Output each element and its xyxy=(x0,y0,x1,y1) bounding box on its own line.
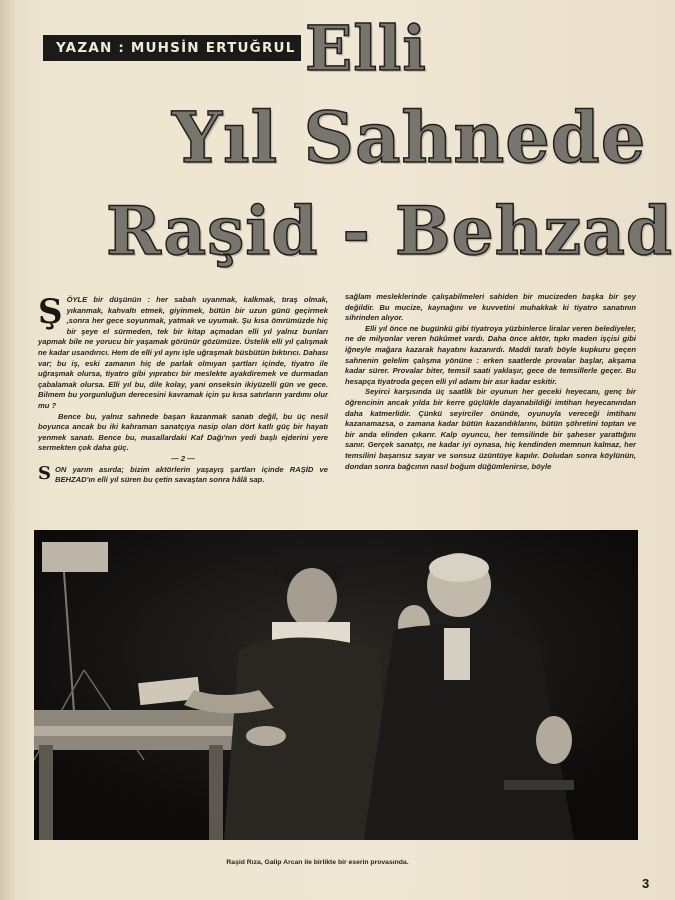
paragraph-text: ÖYLE bir düşünün : her sabah uyanmak, kalkmak, tıraş olmak, yıkanmak, kahvaltı etmek, giyinmek, bütün bir uzun günü geçirmek ,sonra her gece soyunmak, yatmak ve uyumak. Şu kısa ömrümüzde hiç bir şeye el sürmeden, tek bir kitap açmadan elli yıl yalnız bunları yapmak bile ne yorucu bir yaşamak görünür gözümüze. Üstelik elli yıl çalışmak ne kadar usandırıcı. Hem de elli yıl aynı işle uğraşmak büsbütün bıktırıcı. Dahası var; bu iş, eski zamanın hiç de parlak olmıyan şartları içinde, tiyatro ile uğraşmak olursa, tiyatro gibi yıpratıcı bir meslekte ayakdiremek ve durmadan çabalamak olursa. Elli yıl bu, dile kolay, yani onseksin ikiyüzelli gün ve gece. Bilmem bu yorgunluğun derecesini kavramak için şu kısa satırların yardımı olur mu ? xyxy=(38,295,328,410)
article-paragraph xyxy=(38,292,328,412)
article-column-left xyxy=(38,292,328,486)
paragraph-text: ON yarım asırda; bizim aktörlerin yaşayış şartları içinde RAŞİD ve BEHZAD'ın elli yıl süren bu çetin savaştan sonra hâlâ sap. xyxy=(55,464,328,485)
headline-line-3: Raşid - Behzad xyxy=(106,192,674,270)
photo-illustration xyxy=(34,530,638,840)
article-paragraph: Bence bu, yalnız sahnede başarı kazanmak sanatı değil, bu üç nesil boyunca ancak bu iki kahraman sanatçıya nasip olan dört katlı güç bir hayatı yenmek sanatı. Bence bu, masallardaki Kaf Dağı'nın yedi başlı ejderini yere sermekten çok daha güç. xyxy=(38,411,328,453)
article-paragraph: Seyirci karşısında üç saatlik bir oyunun her geceki heyecanı, genç bir öğrencinin ancak yılda bir kerre güçlükle dayanabildiği imtihan heyecanından daha katmerlidir. Çünkü seyirciler önünde, oyunuyla vereceği imtihanı kazanamazsa, o zamana kadar bütün kazandıklarını, bütün şöhretini toptan ve bir anda elinden çıkarır. Kalp oyuncu, her temsilinde bir şaheser yarattığını sanır. Gerçek sanatçı, ne kadar iyi oynasa, hiç kendinden memnun kalmaz, her temsilini başarısız sayar ve sonsuz üzüntüye kapılır. Doludan sonra köylünün, dondan sonra bağcının nasıl boğum düğümlenirse, böyle xyxy=(345,387,636,471)
article-paragraph xyxy=(38,462,328,486)
drop-cap: S xyxy=(38,462,51,484)
headline-line-2: Yıl Sahnede xyxy=(172,96,647,179)
article-paragraph: sağlam mesleklerinde çalışabilmeleri sahiden bir mucizeden başka bir şey değildir. Bu mucize, kaynağını ve kuvvetini muhakkak ki tiyatro sanatının sihrinden alıyor. xyxy=(345,292,636,323)
section-separator: — 2 — xyxy=(171,453,195,463)
author-byline: YAZAN : MUHSİN ERTUĞRUL xyxy=(43,35,301,61)
article-paragraph: Elli yıl önce ne bugünkü gibi tiyatroya yüzbinlerce liralar veren belediyeler, ne de milyonlar veren hükûmet vardı. Daha önce aktör, tıpkı maden işçisi gibi iğneyle mağara kazarak hayatını kazanırdı. Maddi tarafı böyle kupkuru geçen sahnenin gelelim çalışma yönüne : erken saatlerde provalar başlar, akşama kadar sürer. Provalar biter, temsil saati yaklaşır, gece de temsillerle geçer. Bu hesapça tiyatroda geçen elli yıl adamı bir asır kadar eskitir. xyxy=(345,323,636,386)
page-number: 3 xyxy=(642,876,650,891)
article-column-right xyxy=(345,292,636,472)
page-gutter-shadow xyxy=(0,0,16,900)
photo-caption: Raşid Rıza, Galip Arcan ile birlikte bir eserin provasında. xyxy=(226,859,409,866)
lamp-shade xyxy=(42,542,108,572)
article-photo xyxy=(34,530,638,840)
headline-line-1: Elli xyxy=(305,12,427,85)
drop-cap: Ş xyxy=(38,292,63,332)
